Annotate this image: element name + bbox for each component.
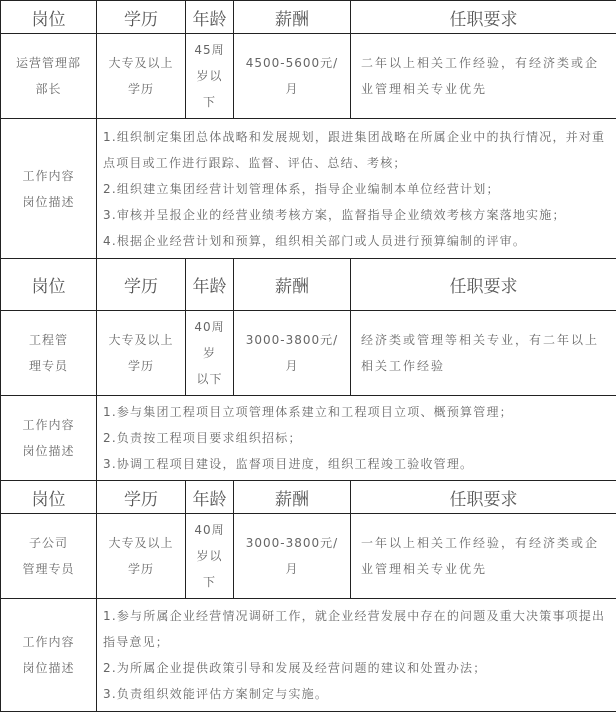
header-row: [1, 1, 616, 34]
header-position: 岗位: [1, 481, 97, 514]
header-row: [1, 481, 616, 514]
position-education: 大专及以上 学历: [97, 311, 186, 396]
header-salary: 薪酬: [234, 481, 351, 514]
header-row: [1, 259, 616, 311]
duties-list: [97, 396, 616, 481]
position-requirement: 一年以上相关工作经验，有经济类或企业管理相关专业优先: [351, 514, 616, 599]
header-requirements: 任职要求: [351, 1, 616, 34]
description-label: 工作内容 岗位描述: [1, 396, 97, 481]
duty-item: 4.根据企业经营计划和预算，组织相关部门或人员进行预算编制的评审。: [103, 228, 610, 254]
position-salary: 3000-3800元/ 月: [234, 514, 351, 599]
position-requirement: 二年以上相关工作经验，有经济类或企业管理相关专业优先: [351, 34, 616, 119]
duties-list: [97, 599, 616, 712]
header-age: 年龄: [186, 481, 234, 514]
duty-item: 2.负责按工程项目要求组织招标；: [103, 425, 610, 451]
header-position: 岗位: [1, 259, 97, 311]
duty-item: 3.协调工程项目建设，监督项目进度，组织工程竣工验收管理。: [103, 451, 610, 477]
header-education: 学历: [97, 1, 186, 34]
duties-list: [97, 119, 616, 259]
header-requirements: 任职要求: [351, 481, 616, 514]
position-title: 子公司 管理专员: [1, 514, 97, 599]
description-row: [1, 599, 616, 712]
position-title: 工程管 理专员: [1, 311, 97, 396]
duty-item: 2.为所属企业提供政策引导和发展及经营问题的建议和处置办法；: [103, 655, 610, 681]
duty-item: 1.参与所属企业经营情况调研工作，就企业经营发展中存在的问题及重大决策事项提出指导意见；: [103, 603, 610, 655]
position-row: [1, 514, 616, 599]
position-requirement: 经济类或管理等相关专业，有二年以上相关工作经验: [351, 311, 616, 396]
position-education: 大专及以上 学历: [97, 514, 186, 599]
description-row: [1, 119, 616, 259]
position-age: 40周 岁 以下: [186, 311, 234, 396]
position-title: 运营管理部 部长: [1, 34, 97, 119]
header-education: 学历: [97, 259, 186, 311]
position-salary: 3000-3800元/ 月: [234, 311, 351, 396]
position-row: [1, 311, 616, 396]
duty-item: 2.组织建立集团经营计划管理体系，指导企业编制本单位经营计划；: [103, 176, 610, 202]
header-age: 年龄: [186, 1, 234, 34]
description-label: 工作内容 岗位描述: [1, 119, 97, 259]
position-row: [1, 34, 616, 119]
duty-item: 1.组织制定集团总体战略和发展规划，跟进集团战略在所属企业中的执行情况，并对重点项目或工作进行跟踪、监督、评估、总结、考核；: [103, 124, 610, 176]
header-position: 岗位: [1, 1, 97, 34]
duty-item: 3.审核并呈报企业的经营业绩考核方案，监督指导企业绩效考核方案落地实施；: [103, 202, 610, 228]
position-age: 40周 岁以 下: [186, 514, 234, 599]
header-education: 学历: [97, 481, 186, 514]
description-row: [1, 396, 616, 481]
position-salary: 4500-5600元/ 月: [234, 34, 351, 119]
header-age: 年龄: [186, 259, 234, 311]
header-requirements: 任职要求: [351, 259, 616, 311]
description-label: 工作内容 岗位描述: [1, 599, 97, 712]
duty-item: 1.参与集团工程项目立项管理体系建立和工程项目立项、概预算管理；: [103, 399, 610, 425]
duty-item: 3.负责组织效能评估方案制定与实施。: [103, 681, 610, 707]
position-education: 大专及以上 学历: [97, 34, 186, 119]
header-salary: 薪酬: [234, 259, 351, 311]
header-salary: 薪酬: [234, 1, 351, 34]
position-age: 45周 岁以 下: [186, 34, 234, 119]
